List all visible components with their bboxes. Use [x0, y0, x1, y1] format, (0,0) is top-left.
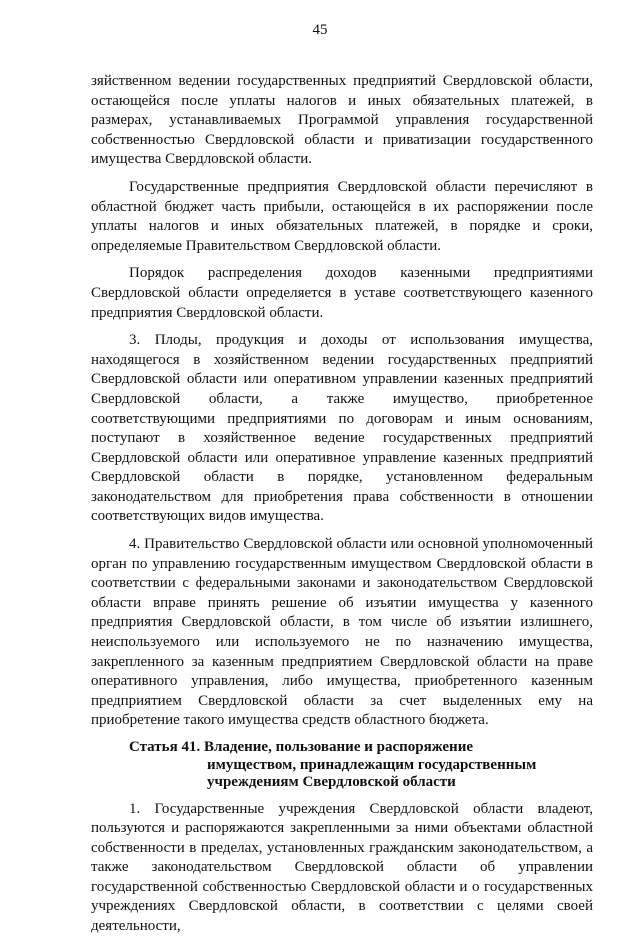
page-number: 45 [312, 22, 328, 38]
paragraph: зяйственном ведении государственных предприятий Свердловской области, остающейся после уплаты налогов и иных обязательных платежей, в размерах, устанавливаемых Программой управления государственной собственностью Свердловской области и приватизации государственного имущества Свердловской области. [91, 73, 593, 168]
article-heading-line: Статья 41. Владение, пользование и распоряжение [129, 739, 473, 755]
paragraph: 1. Государственные учреждения Свердловской области владеют, пользуются и распоряжаются закрепленными за ними объектами областной собственности в пределах, установленных гражданским законодательством, а также законодательством Свердловской области об управлении государственной собственностью Свердловской области и о государственных учреждениях Свердловской области, в соответствии с целями своей деятельности, [91, 800, 593, 935]
paragraph: 4. Правительство Свердловской области или основной уполномоченный орган по управлению государственным имуществом Свердловской области в соответствии с федеральными законами и законодательством Свердловской области вправе принять решение об изъятии имущества у казенного предприятия Свердловской области, в том числе об изъятии излишнего, неиспользуемого или используемого не по назначению имущества, закрепленного за казенным предприятием Свердловской области на праве оперативного управления, либо имущества, приобретенного казенным предприятием Свердловской области за счет выделенных ему на приобретение такого имущества средств областного бюджета. [91, 536, 593, 729]
paragraph: Порядок распределения доходов казенными предприятиями Свердловской области определяется в уставе соответствующего казенного предприятия Свердловской области. [91, 265, 593, 321]
article-heading [91, 739, 593, 792]
article-heading-line: учреждениям Свердловской области [207, 774, 456, 790]
document-body [91, 72, 593, 945]
article-heading-line: имуществом, принадлежащим государственным [207, 756, 537, 773]
paragraph: Государственные предприятия Свердловской области перечисляют в областной бюджет часть прибыли, остающейся в их распоряжении после уплаты налогов и иных обязательных платежей, в порядке и сроки, определяемые Правительством Свердловской области. [91, 178, 593, 254]
paragraph: 3. Плоды, продукция и доходы от использования имущества, находящегося в хозяйственном ведении государственных предприятий Свердловской области или оперативном управлении казенных предприятий Свердловской области, а также имущество, приобретенное соответствующими предприятиями по договорам и иным основаниям, поступают в хозяйственное ведение государственных предприятий Свердловской области или оперативное управление казенных предприятий Свердловской области в порядке, установленном федеральным законодательством для приобретения права собственности в отношении соответствующих видов имущества. [91, 332, 593, 525]
